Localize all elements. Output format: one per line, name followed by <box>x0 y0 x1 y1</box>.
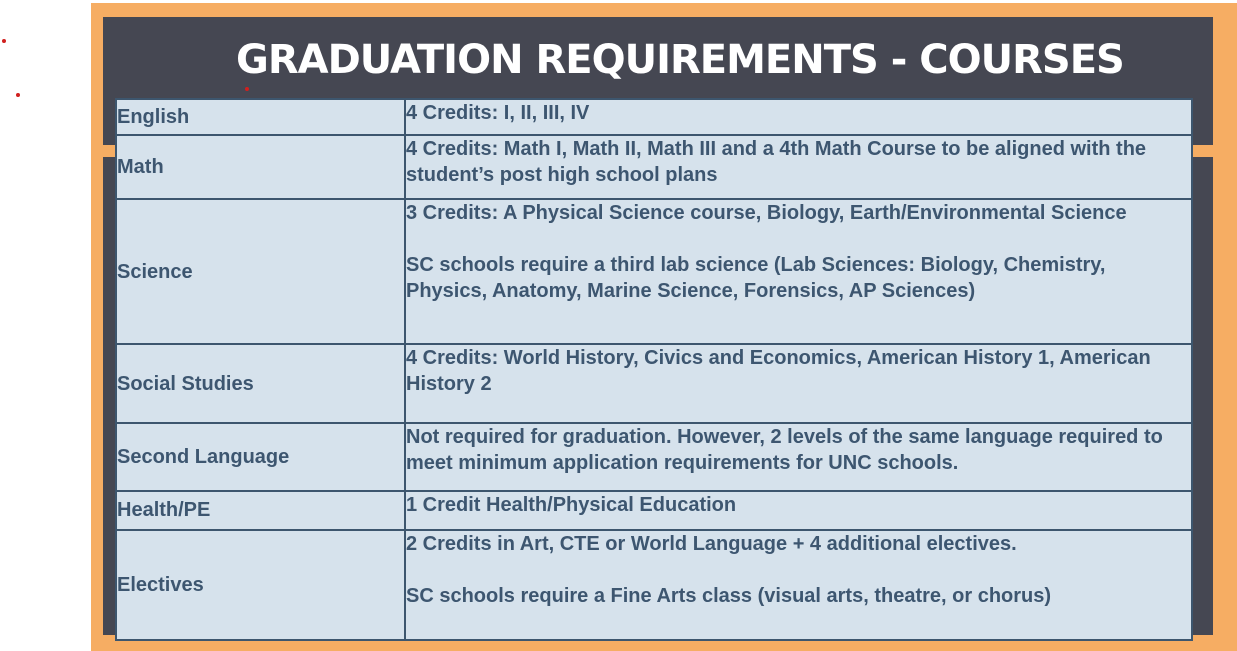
subject-cell: Health/PE <box>116 491 405 529</box>
detail-text: SC schools require a Fine Arts class (visual arts, theatre, or chorus) <box>406 584 1052 607</box>
detail-cell <box>405 199 1192 344</box>
detail-text: 2 Credits in Art, CTE or World Language + 4 additional electives. <box>406 532 1017 555</box>
detail-text: 1 Credit Health/Physical Education <box>406 494 737 517</box>
requirements-table <box>115 98 1193 641</box>
subject-cell: English <box>116 99 405 135</box>
table-row <box>116 135 1192 199</box>
subject-cell: Electives <box>116 530 405 640</box>
table-row <box>116 199 1192 344</box>
table-row <box>116 423 1192 491</box>
table-row <box>116 530 1192 640</box>
subject-cell: Social Studies <box>116 344 405 423</box>
detail-cell <box>405 99 1192 135</box>
detail-cell <box>405 135 1192 199</box>
ink-dot <box>245 87 249 91</box>
slide <box>91 3 1237 651</box>
subject-cell: Math <box>116 135 405 199</box>
detail-cell <box>405 344 1192 423</box>
table-row <box>116 99 1192 135</box>
detail-cell <box>405 423 1192 491</box>
ink-dot <box>16 93 20 97</box>
slide-title: GRADUATION REQUIREMENTS - COURSES <box>236 37 1124 83</box>
ink-dot <box>2 39 6 43</box>
detail-text: 4 Credits: Math I, Math II, Math III and a 4th Math Course to be aligned with the student’s post high school plans <box>406 138 1147 187</box>
detail-text: 4 Credits: World History, Civics and Economics, American History 1, American History 2 <box>406 346 1151 395</box>
subject-cell: Science <box>116 199 405 344</box>
table-row <box>116 491 1192 529</box>
table-row <box>116 344 1192 423</box>
detail-text: 3 Credits: A Physical Science course, Biology, Earth/Environmental Science <box>406 202 1127 225</box>
detail-text: 4 Credits: I, II, III, IV <box>406 102 590 124</box>
subject-cell: Second Language <box>116 423 405 491</box>
detail-cell <box>405 530 1192 640</box>
detail-text: SC schools require a third lab science (Lab Sciences: Biology, Chemistry, Physics, Anatomy, Marine Science, Forensics, AP Sciences) <box>406 254 1106 303</box>
detail-cell <box>405 491 1192 529</box>
requirements-table-container <box>115 98 1193 641</box>
detail-text: Not required for graduation. However, 2 levels of the same language required to meet minimum application requirements for UNC schools. <box>406 426 1163 475</box>
